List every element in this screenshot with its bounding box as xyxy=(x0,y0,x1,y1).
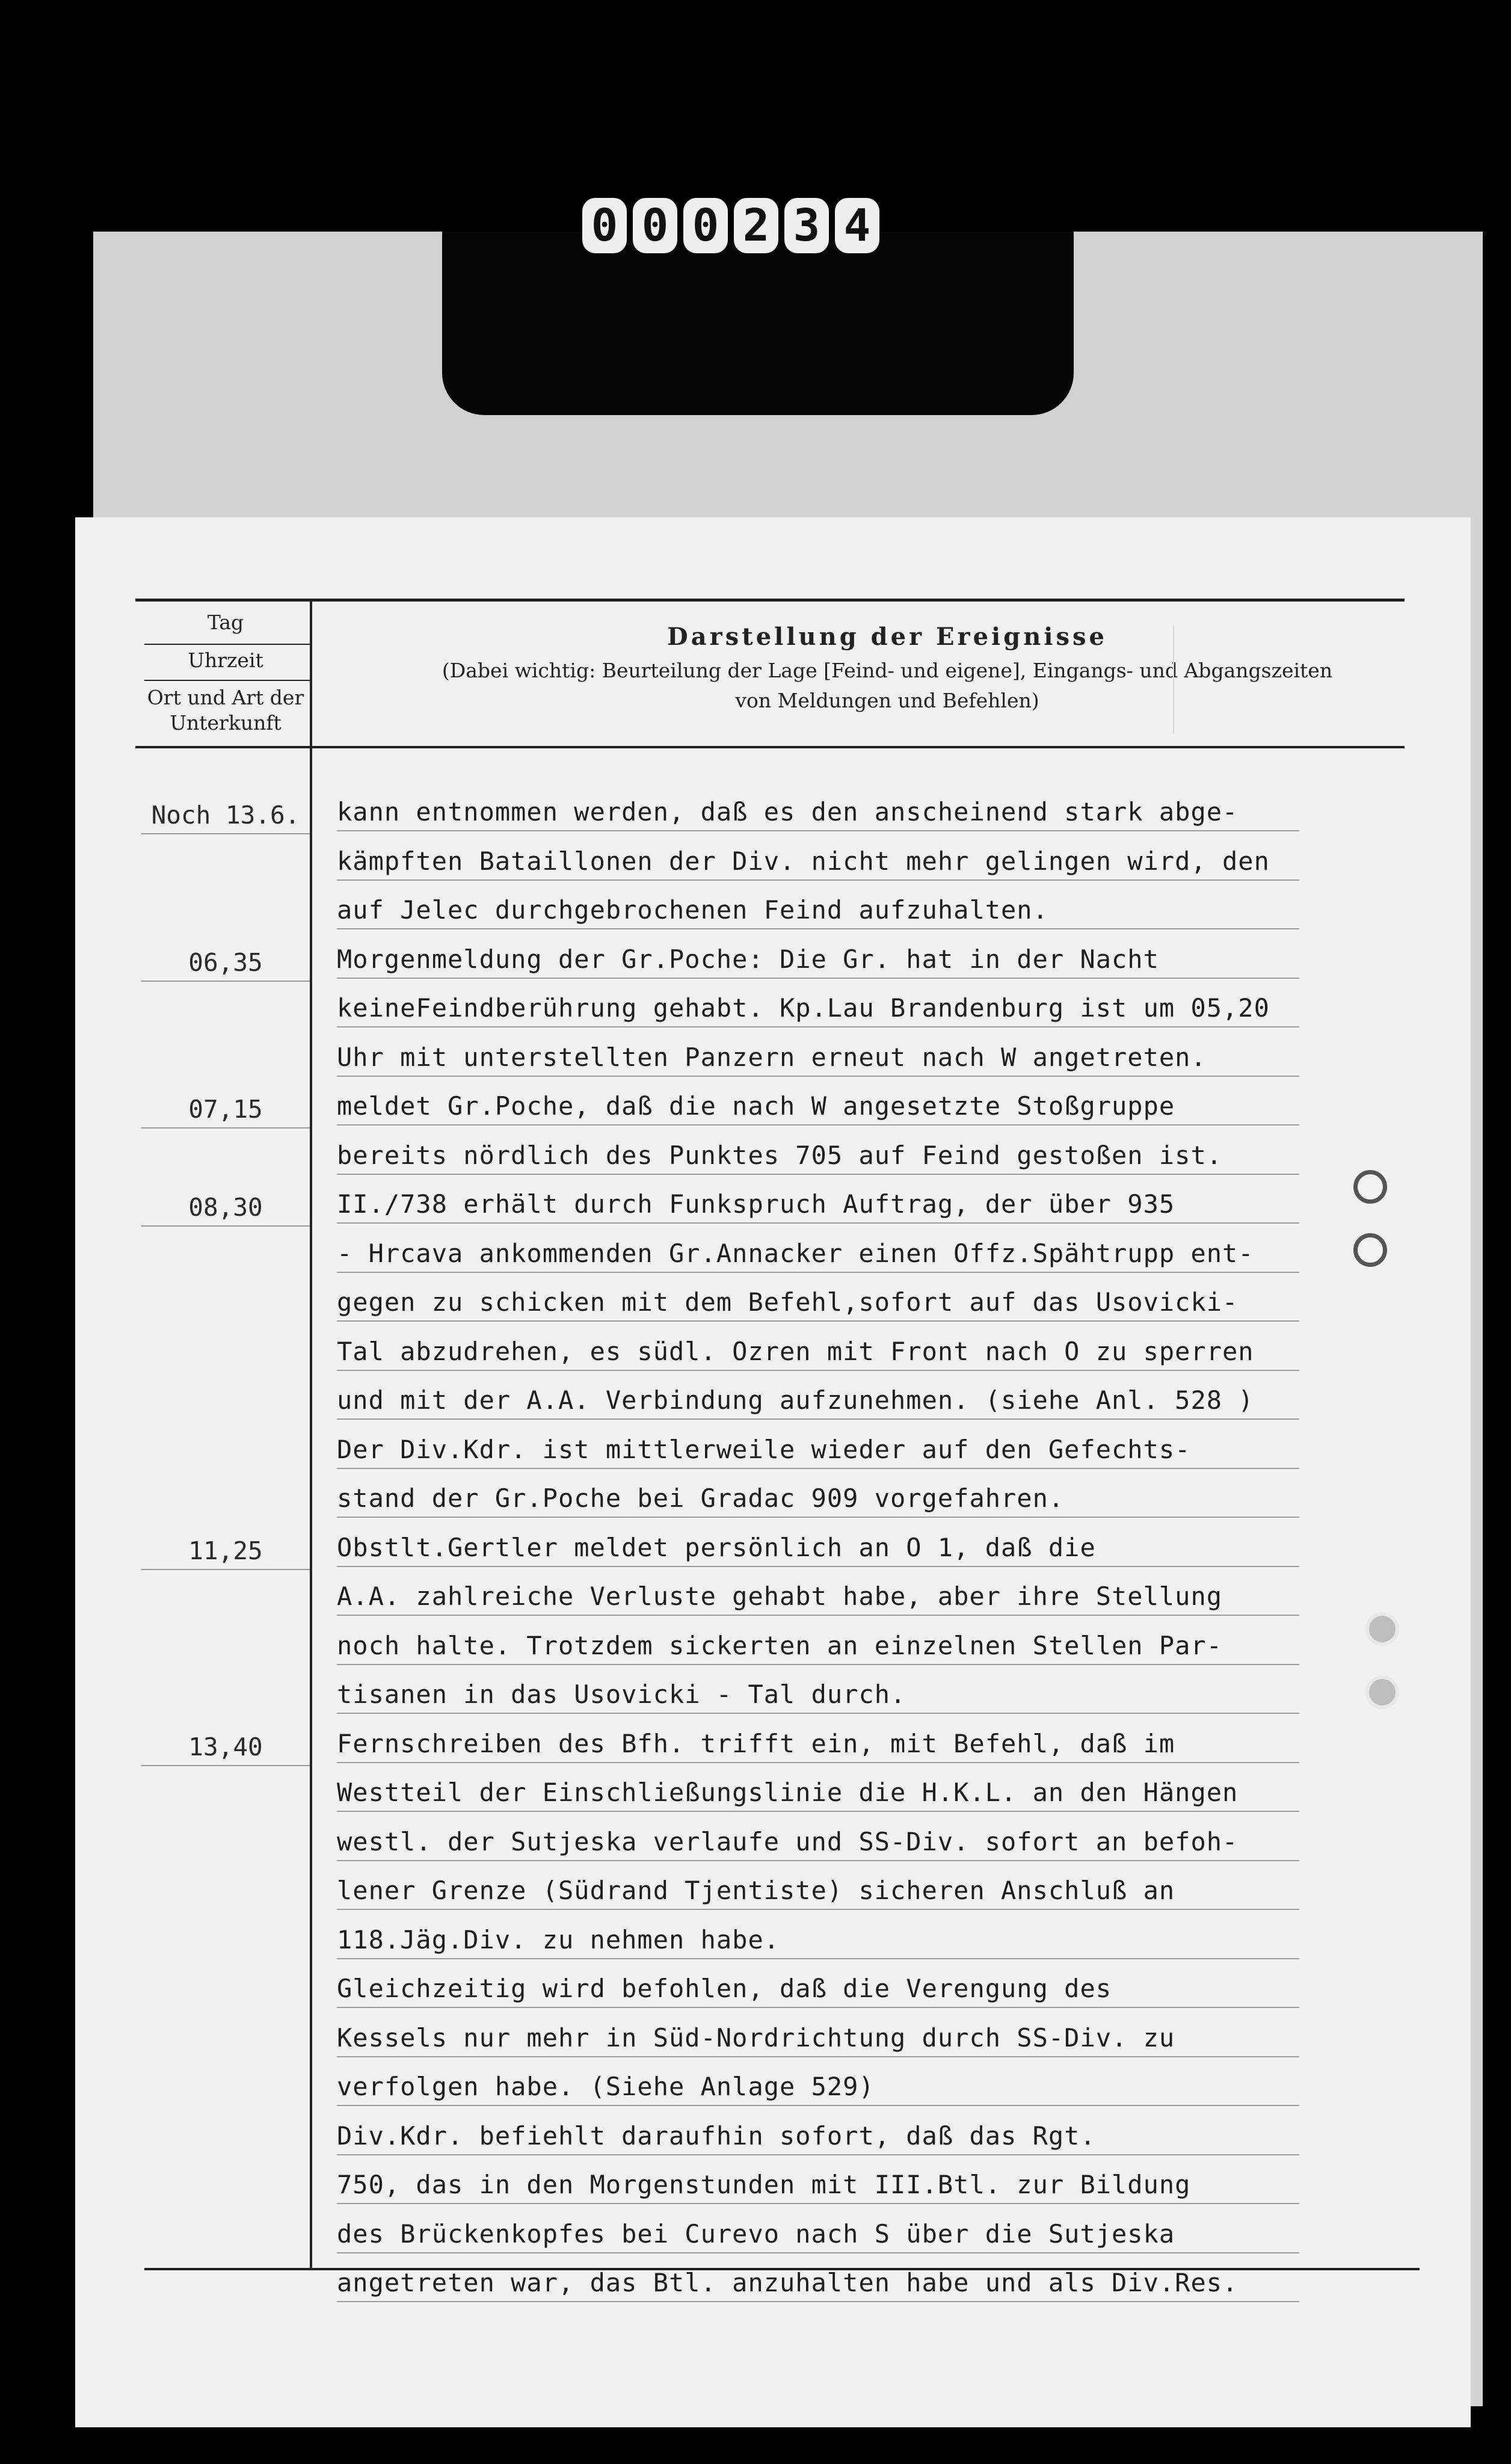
header-subtitle-line2: von Meldungen und Befehlen) xyxy=(735,689,1039,712)
entry-line: kämpften Bataillonen der Div. nicht mehr gelingen wird, den xyxy=(337,843,1299,881)
entry-line: Fernschreiben des Bfh. trifft ein, mit Befehl, daß im xyxy=(337,1726,1299,1763)
entry-line: - Hrcava ankommenden Gr.Annacker einen Offz.Spähtrupp ent- xyxy=(337,1236,1299,1273)
entry-line: keineFeindberührung gehabt. Kp.Lau Brandenburg ist um 05,20 xyxy=(337,990,1299,1027)
stamp-digit: 4 xyxy=(835,198,879,253)
punch-hole xyxy=(1365,1675,1399,1709)
entry-line: Uhr mit unterstellten Panzern erneut nach W angetreten. xyxy=(337,1040,1299,1077)
entry-line: Kessels nur mehr in Süd-Nordrichtung durch SS-Div. zu xyxy=(337,2020,1299,2057)
entry-line: noch halte. Trotzdem sickerten an einzelnen Stellen Par- xyxy=(337,1628,1299,1665)
entry-time: 06,35 xyxy=(141,944,310,982)
column-divider xyxy=(310,600,312,2270)
stamp-digit: 3 xyxy=(784,198,829,253)
entry-time: 08,30 xyxy=(141,1189,310,1227)
entry-line: Morgenmeldung der Gr.Poche: Die Gr. hat in der Nacht xyxy=(337,941,1299,979)
header-tag: Tag xyxy=(207,611,244,634)
entry-line: kann entnommen werden, daß es den anscheinend stark abge- xyxy=(337,794,1299,831)
stamp-digits xyxy=(582,198,879,253)
film-tab xyxy=(442,232,1074,415)
table-top-rule xyxy=(135,599,1405,602)
entry-line: II./738 erhält durch Funkspruch Auftrag, der über 935 xyxy=(337,1186,1299,1224)
stamp-digit: 0 xyxy=(582,198,627,253)
footer-bleed xyxy=(144,2280,1426,2346)
entry-line: 750, das in den Morgenstunden mit III.Btl. zur Bildung xyxy=(337,2167,1299,2204)
entry-line: Tal abzudrehen, es südl. Ozren mit Front nach O zu sperren xyxy=(337,1334,1299,1371)
entry-line: tisanen in das Usovicki - Tal durch. xyxy=(337,1677,1299,1714)
entry-time: 07,15 xyxy=(141,1091,310,1129)
entry-line: lener Grenze (Südrand Tjentiste) sicheren Anschluß an xyxy=(337,1873,1299,1910)
entry-line: angetreten war, das Btl. anzuhalten habe und als Div.Res. xyxy=(337,2265,1299,2302)
entry-line: bereits nördlich des Punktes 705 auf Feind gestoßen ist. xyxy=(337,1138,1299,1175)
entry-line: Westteil der Einschließungslinie die H.K.L. an den Hängen xyxy=(337,1775,1299,1812)
header-uhrzeit: Uhrzeit xyxy=(188,648,263,672)
entry-line: Div.Kdr. befiehlt daraufhin sofort, daß das Rgt. xyxy=(337,2118,1299,2155)
entry-time: 11,25 xyxy=(141,1533,310,1570)
punch-hole xyxy=(1353,1170,1387,1204)
hdr-rule-1 xyxy=(144,644,310,645)
hdr-rule-2 xyxy=(144,680,310,681)
entry-line: des Brückenkopfes bei Curevo nach S über die Sutjeska xyxy=(337,2216,1299,2253)
stamp-digit: 2 xyxy=(734,198,778,253)
header-bottom-rule xyxy=(135,746,1405,748)
entry-line: westl. der Sutjeska verlaufe und SS-Div. sofort an befoh- xyxy=(337,1824,1299,1861)
entry-line: A.A. zahlreiche Verluste gehabt habe, aber ihre Stellung xyxy=(337,1578,1299,1616)
entry-line: verfolgen habe. (Siehe Anlage 529) xyxy=(337,2069,1299,2106)
header-ort: Ort und Art der xyxy=(147,686,304,709)
entry-line: meldet Gr.Poche, daß die nach W angesetzte Stoßgruppe xyxy=(337,1088,1299,1126)
entry-line: Gleichzeitig wird befohlen, daß die Verengung des xyxy=(337,1971,1299,2008)
punch-hole xyxy=(1353,1233,1387,1267)
entry-line: gegen zu schicken mit dem Befehl,sofort auf das Usovicki- xyxy=(337,1284,1299,1322)
stamp-digit: 0 xyxy=(683,198,728,253)
entry-line: auf Jelec durchgebrochenen Feind aufzuhalten. xyxy=(337,892,1299,929)
entry-line: Der Div.Kdr. ist mittlerweile wieder auf den Gefechts- xyxy=(337,1432,1299,1469)
header-title: Darstellung der Ereignisse xyxy=(667,623,1107,651)
entry-line: Obstlt.Gertler meldet persönlich an O 1, daß die xyxy=(337,1530,1299,1567)
stamp-digit: 0 xyxy=(633,198,677,253)
entry-time: Noch 13.6. xyxy=(141,797,310,834)
entry-line: 118.Jäg.Div. zu nehmen habe. xyxy=(337,1922,1299,1959)
entry-line: und mit der A.A. Verbindung aufzunehmen. (siehe Anl. 528 ) xyxy=(337,1382,1299,1420)
header-unterkunft: Unterkunft xyxy=(170,711,282,735)
punch-hole xyxy=(1365,1612,1399,1646)
archive-stamp xyxy=(556,192,905,259)
bleed-through xyxy=(1173,626,1355,734)
entry-time: 13,40 xyxy=(141,1729,310,1766)
entry-line: stand der Gr.Poche bei Gradac 909 vorgefahren. xyxy=(337,1480,1299,1518)
header-subtitle-line1: (Dabei wichtig: Beurteilung der Lage [Feind- und eigene], Eingangs- und Abgangszeiten xyxy=(442,659,1333,682)
